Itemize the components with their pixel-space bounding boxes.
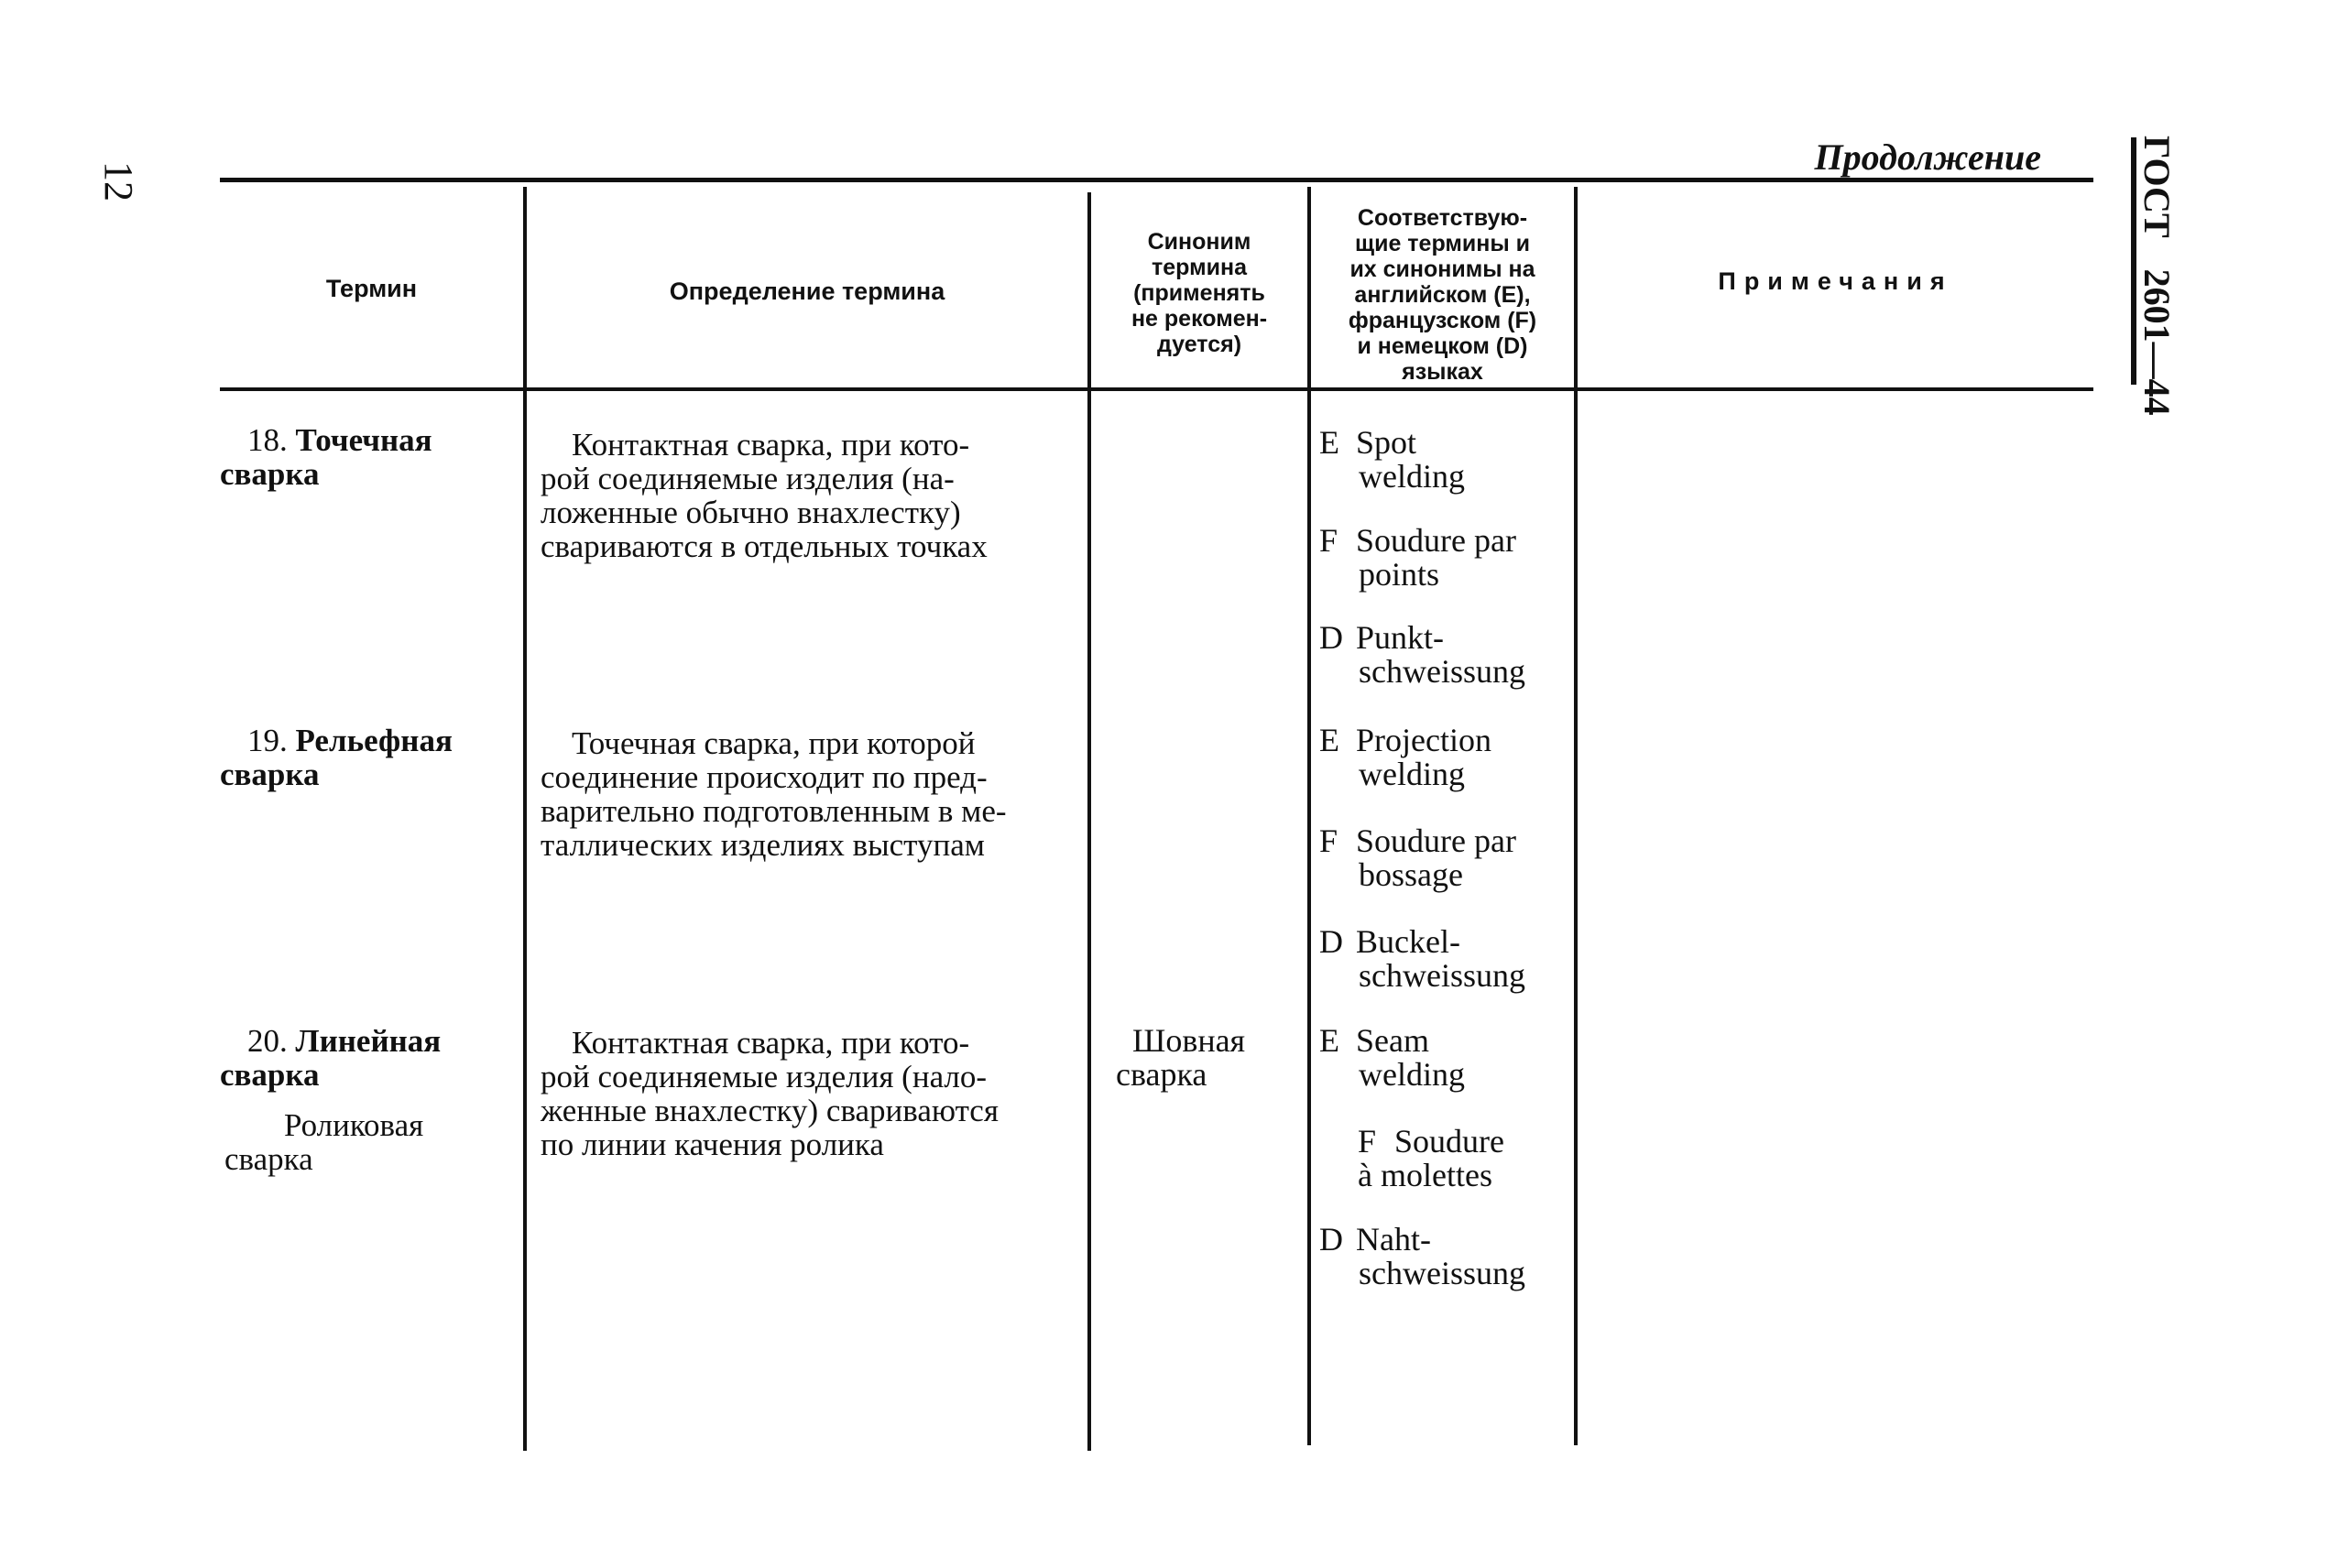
lang-code: E [1319,722,1339,758]
header-notes: Примечания [1718,267,1953,295]
equivalent-text: Soudure [1394,1123,1504,1160]
header-equivalents-line: и немецком (D) [1357,333,1528,359]
equivalent-19-f [1319,824,1516,892]
definition-line: Точечная сварка, при которой [572,725,976,761]
column-divider-2 [1087,192,1091,1451]
page-number: 12 [96,161,141,201]
lang-code: F [1358,1123,1377,1160]
definition-18 [541,428,1074,563]
definition-line: рой соединяемые изделия (нало- [541,1059,988,1094]
term-19 [220,724,522,791]
equivalent-18-d [1319,621,1525,689]
equivalent-text: welding [1359,1056,1465,1093]
equivalent-18-e [1319,426,1465,494]
continuation-label: Продолжение [1814,136,2041,178]
lang-code: E [1319,424,1339,461]
definition-line: варительно подготовленным в ме- [541,793,1007,829]
equivalent-text: schweissung [1359,1255,1525,1291]
definition-line: ложенные обычно внахлестку) [541,495,961,530]
header-equivalents-line: Соответствую- [1357,205,1528,231]
definition-line: Контактная сварка, при кото- [572,427,970,463]
term-number: 18. [247,422,288,458]
equivalent-20-f [1358,1125,1504,1192]
lang-code: E [1319,1022,1339,1059]
equivalent-18-f [1319,524,1516,592]
header-equivalents-line: французском (F) [1348,308,1537,333]
lang-code: F [1319,522,1338,559]
term-20 [220,1024,522,1176]
term-name-second: сварка [220,1057,320,1093]
alt-term: Роликовая [284,1107,424,1143]
header-term: Термин [325,275,418,302]
term-name: Рельефная [295,723,453,758]
header-bottom-rule [220,387,2093,391]
equivalent-text: welding [1359,756,1465,792]
column-divider-1 [523,187,527,1451]
equivalent-text: Naht- [1356,1221,1431,1258]
equivalent-text: à molettes [1358,1157,1492,1193]
table-top-rule [220,178,2093,182]
lang-code: D [1319,1221,1343,1258]
header-definition: Определение термина [669,278,945,305]
definition-line: соединение происходит по пред- [541,759,988,795]
lang-code: D [1319,923,1343,960]
term-name-second: сварка [220,456,320,492]
equivalent-text: Spot [1356,424,1417,461]
term-name-second: сварка [220,757,320,792]
definition-19 [541,726,1074,862]
header-synonym-line: дуется) [1156,332,1242,357]
equivalent-text: Soudure par [1356,522,1516,559]
equivalent-text: Soudure par [1356,822,1516,859]
lang-code: F [1319,822,1338,859]
header-synonym-line: термина [1152,255,1247,280]
lang-code: D [1319,619,1343,656]
header-equivalents [1311,205,1574,385]
synonym-20 [1116,1024,1299,1092]
definition-line: по линии качения ролика [541,1127,884,1162]
equivalent-20-e [1319,1024,1465,1092]
header-synonym-line: (применять [1133,280,1265,306]
definition-line: таллических изделиях выступам [541,827,985,863]
equivalent-text: Seam [1356,1022,1429,1059]
alt-term: сварка [224,1141,313,1177]
equivalent-text: points [1359,556,1440,593]
definition-line: Контактная сварка, при кото- [572,1025,970,1061]
term-name: Линейная [295,1023,442,1059]
definition-20 [541,1026,1074,1161]
header-equivalents-line: их синонимы на [1349,256,1535,282]
definition-line: свариваются в отдельных точках [541,528,988,564]
equivalent-20-d [1319,1223,1525,1290]
term-number: 19. [247,723,288,758]
equivalent-text: schweissung [1359,653,1525,690]
equivalent-19-e [1319,724,1491,791]
equivalent-text: schweissung [1359,957,1525,994]
term-number: 20. [247,1023,288,1059]
synonym-line: сварка [1116,1056,1207,1093]
standard-code: ГОСТ 2601—44 [2136,136,2178,416]
synonym-line: Шовная [1132,1022,1246,1059]
header-equivalents-line: языках [1402,359,1483,385]
equivalent-text: Buckel- [1356,923,1460,960]
definition-line: женные внахлестку) свариваются [541,1093,999,1128]
equivalent-text: Projection [1356,722,1491,758]
equivalent-19-d [1319,925,1525,993]
header-equivalents-line: щие термины и [1354,231,1531,256]
header-synonym-line: не рекомен- [1131,306,1268,332]
equivalent-text: Punkt- [1356,619,1445,656]
header-synonym [1091,229,1307,357]
column-divider-4 [1574,187,1578,1445]
header-equivalents-line: английском (E), [1354,282,1531,308]
equivalent-text: bossage [1359,856,1463,893]
definition-line: рой соединяемые изделия (на- [541,461,955,496]
term-18 [220,423,522,491]
term-name: Точечная [295,422,432,458]
equivalent-text: welding [1359,458,1465,495]
header-synonym-line: Синоним [1147,229,1251,255]
